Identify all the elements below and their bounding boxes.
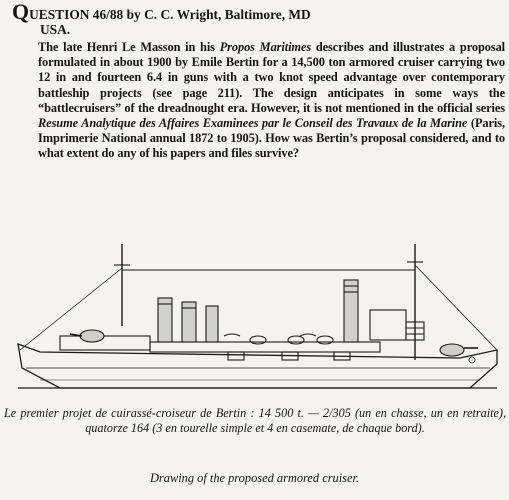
body-segment: (Paris, Imprimerie National annual 1872 to 1905). How was Bertin’s proposal considered, and to what extent do any of his papers and files survive?: [38, 116, 505, 161]
question-heading: UESTION 46/88 by C. C. Wright, Baltimore, MD: [29, 7, 311, 22]
body-title-resume: Resume Analytique des Affaires Examinees par le Conseil des Travaux de la Marine: [38, 116, 468, 131]
figure-caption-english: Drawing of the proposed armored cruiser.: [149, 471, 360, 485]
body-segment: describes and illustrates a proposal formulated in about 1900 by Emile Bertin for a 14,500 ton armored cruiser carrying two 12 in and fourteen 6.4 in guns with a two knot speed advantage over contemporary battleship projects (see page 211). The design anticipates in some ways the “battlecruisers” of the dreadnought era. However, it is not mentioned in the official series: [38, 40, 506, 115]
question-heading-line2: USA.: [40, 22, 71, 37]
body-segment: The late Henri Le Masson in his: [38, 40, 220, 54]
body-title-propos: Propos Maritimes: [219, 40, 312, 54]
figure-caption-french: Le premier projet de cuirassé-croiseur de Bertin : 14 500 t. — 2/305 (un en chasse, un en retraite), quatorze 164 (3 en tourelle simple et 4 en casemate, de chaque bord).: [4, 406, 506, 436]
question-body: [38, 40, 505, 162]
ship-drawing: [0, 240, 509, 408]
drop-initial: Q: [12, 0, 30, 24]
question-header: [12, 0, 502, 37]
